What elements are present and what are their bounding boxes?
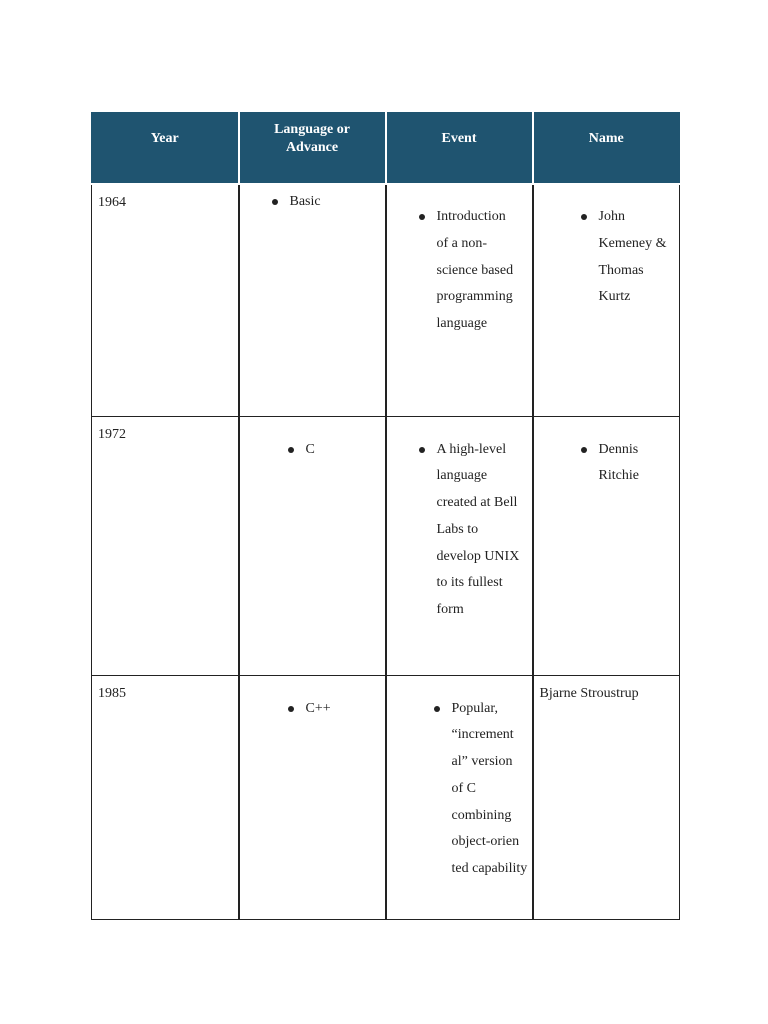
event-list bbox=[387, 676, 532, 884]
table-row bbox=[92, 416, 680, 675]
language-item: C bbox=[306, 437, 385, 464]
event-cell bbox=[386, 184, 533, 416]
event-item: Introduction of a non-science based programming language bbox=[437, 204, 520, 338]
name-cell bbox=[533, 184, 680, 416]
event-list bbox=[387, 417, 532, 625]
language-item: C++ bbox=[306, 696, 385, 723]
year-cell bbox=[92, 416, 239, 675]
language-list bbox=[240, 417, 385, 464]
name-list bbox=[534, 185, 680, 311]
name-cell bbox=[533, 416, 680, 675]
language-list bbox=[240, 676, 385, 723]
name-item: Dennis Ritchie bbox=[599, 437, 660, 491]
language-cell bbox=[239, 184, 386, 416]
table-row bbox=[92, 675, 680, 919]
header-row bbox=[92, 112, 680, 184]
year-text: 1964 bbox=[98, 195, 126, 210]
header-event: Event bbox=[386, 112, 533, 184]
header-name: Name bbox=[533, 112, 680, 184]
language-cell bbox=[239, 416, 386, 675]
language-item: Basic bbox=[290, 189, 385, 216]
year-cell bbox=[92, 184, 239, 416]
name-cell bbox=[533, 675, 680, 919]
timeline-table bbox=[91, 112, 680, 920]
header-year: Year bbox=[92, 112, 239, 184]
language-list bbox=[240, 185, 385, 216]
event-cell bbox=[386, 416, 533, 675]
table-row bbox=[92, 184, 680, 416]
name-item: John Kemeney & Thomas Kurtz bbox=[599, 204, 676, 311]
event-list bbox=[387, 185, 532, 338]
year-text: 1985 bbox=[98, 685, 126, 701]
event-cell bbox=[386, 675, 533, 919]
name-text: Bjarne Stroustrup bbox=[539, 685, 639, 701]
event-item: Popular, “increment al” version of C combining object-orien ted capability bbox=[452, 696, 528, 884]
year-text: 1972 bbox=[98, 426, 126, 442]
language-cell bbox=[239, 675, 386, 919]
header-language: Language or Advance bbox=[239, 112, 386, 184]
name-list bbox=[534, 417, 680, 491]
event-item: A high-level language created at Bell Labs to develop UNIX to its fullest form bbox=[437, 437, 526, 625]
year-cell bbox=[92, 675, 239, 919]
